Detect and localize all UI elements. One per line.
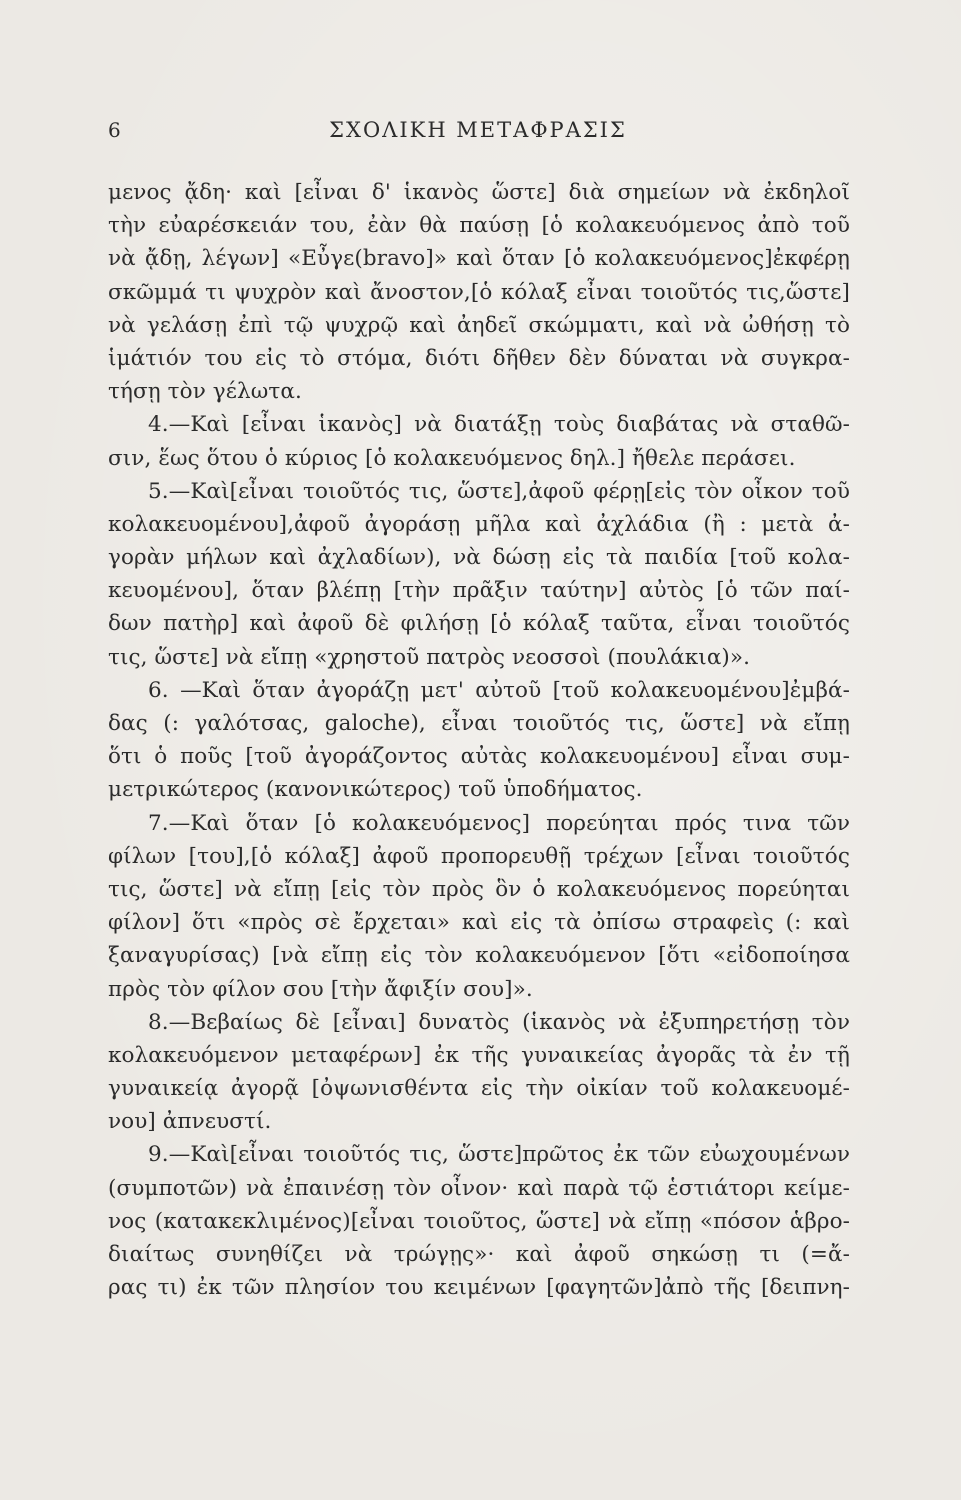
- text-line: δων πατὴρ] καὶ ἀφοῦ δὲ φιλήσῃ [ὁ κόλαξ ταῦτα, εἶναι τοιοῦτός: [108, 611, 850, 637]
- text-line: νὰ ᾄδῃ, λέγων] «Εὖγε(bravo]» καὶ ὅταν [ὁ κολακευόμενος]ἐκφέρῃ: [108, 246, 850, 272]
- paragraph-4-start: 4.—Καὶ [εἶναι ἱκανὸς] νὰ διατάξῃ τοὺς διαβάτας νὰ σταθῶ-: [148, 412, 850, 438]
- text-line: γορὰν μήλων καὶ ἀχλαδίων), νὰ δώσῃ εἰς τὰ παιδία [τοῦ κολα-: [108, 545, 850, 571]
- text-line: ρας τι) ἐκ τῶν πλησίον του κειμένων [φαγητῶν]ἀπὸ τῆς [δειπνη-: [108, 1275, 850, 1301]
- text-line: μενος ᾄδη· καὶ [εἶναι δ' ἱκανὸς ὥστε] διὰ σημείων νὰ ἐκδηλοῖ: [108, 180, 850, 205]
- text-line: κευομένου], ὅταν βλέπῃ [τὴν πρᾶξιν ταύτην] αὐτὸς [ὁ τῶν παί-: [108, 578, 850, 604]
- running-head: [108, 118, 848, 158]
- paragraph-5-start: 5.—Καὶ[εἶναι τοιοῦτός τις, ὥστε],ἀφοῦ φέρῃ[εἰς τὸν οἶκον τοῦ: [148, 478, 850, 504]
- body-text: [108, 176, 850, 1304]
- text-line: τὴν εὐαρέσκειάν του, ἐὰν θὰ παύσῃ [ὁ κολακευόμενος ἀπὸ τοῦ: [108, 213, 850, 239]
- text-line: νου] ἀπνευστί.: [108, 1109, 272, 1135]
- text-line: ὅτι ὁ ποῦς [τοῦ ἀγοράζοντος αὐτὰς κολακευομένου] εἶναι συμ-: [108, 744, 850, 770]
- text-line: φίλον] ὅτι «πρὸς σὲ ἔρχεται» καὶ εἰς τὰ ὀπίσω στραφεὶς (: καὶ: [108, 910, 850, 936]
- text-line: κολακευομένου],ἀφοῦ ἀγοράσῃ μῆλα καὶ ἀχλάδια (ἢ : μετὰ ἀ-: [108, 511, 850, 537]
- text-line: (συμποτῶν) νὰ ἐπαινέσῃ τὸν οἶνον· καὶ παρὰ τῷ ἑστιάτορι κείμε-: [108, 1175, 850, 1201]
- text-line: τις, ὥστε] νὰ εἴπῃ [εἰς τὸν πρὸς ὃν ὁ κολακευόμενος πορεύηται: [108, 876, 850, 902]
- text-line: διαίτως συνηθίζει νὰ τρώγῃς»· καὶ ἀφοῦ σηκώσῃ τι (=ἄ-: [108, 1242, 850, 1267]
- text-line: πρὸς τὸν φίλον σου [τὴν ἄφιξίν σου]».: [108, 976, 533, 1002]
- text-line: δας (: γαλότσας, galoche), εἶναι τοιοῦτός τις, ὥστε] νὰ εἴπῃ: [108, 711, 850, 736]
- text-line: γυναικείᾳ ἀγορᾷ [ὀψωνισθέντα εἰς τὴν οἰκίαν τοῦ κολακευομέ-: [108, 1076, 850, 1102]
- paragraph-6-start: 6. —Καὶ ὅταν ἀγοράζῃ μετ' αὐτοῦ [τοῦ κολακευομένου]ἐμβά-: [148, 677, 850, 703]
- paragraph-9-start: 9.—Καὶ[εἶναι τοιοῦτός τις, ὥστε]πρῶτος ἐκ τῶν εὐωχουμένων: [148, 1142, 850, 1168]
- text-line: φίλων [του],[ὁ κόλαξ] ἀφοῦ προπορευθῇ τρέχων [εἶναι τοιοῦτός: [108, 843, 850, 869]
- text-line: νος (κατακεκλιμένος)[εἶναι τοιοῦτος, ὥστε] νὰ εἴπῃ «πόσον ἁβρο-: [108, 1208, 850, 1234]
- text-line: μετρικώτερος (κανονικώτερος) τοῦ ὑποδήματος.: [108, 777, 643, 803]
- paragraph-8-start: 8.—Βεβαίως δὲ [εἶναι] δυνατὸς (ἱκανὸς νὰ ἐξυπηρετήσῃ τὸν: [148, 1009, 850, 1035]
- text-line: ἱμάτιόν του εἰς τὸ στόμα, διότι δῆθεν δὲν δύναται νὰ συγκρα-: [108, 345, 850, 371]
- running-title: ΣΧΟΛΙΚΗ ΜΕΤΑΦΡΑΣΙΣ: [329, 118, 627, 142]
- text-line: τις, ὥστε] νὰ εἴπῃ «χρηστοῦ πατρὸς νεοσσοὶ (πουλάκια)».: [108, 644, 751, 670]
- text-line: τήσῃ τὸν γέλωτα.: [108, 379, 302, 405]
- text-line: κολακευόμενον μεταφέρων] ἐκ τῆς γυναικείας ἀγορᾶς τὰ ἐν τῇ: [108, 1042, 850, 1068]
- text-line: σκῶμμά τι ψυχρὸν καὶ ἄνοστον,[ὁ κόλαξ εἶναι τοιοῦτός τις,ὥστε]: [108, 279, 850, 305]
- text-line: ξαναγυρίσας) [νὰ εἴπῃ εἰς τὸν κολακευόμενον [ὅτι «εἰδοποίησα: [108, 943, 850, 969]
- page-number: 6: [108, 118, 122, 142]
- text-line: νὰ γελάσῃ ἐπὶ τῷ ψυχρῷ καὶ ἀηδεῖ σκώμματι, καὶ νὰ ὠθήσῃ τὸ: [108, 312, 850, 338]
- paragraph-7-start: 7.—Καὶ ὅταν [ὁ κολακευόμενος] πορεύηται πρός τινα τῶν: [148, 810, 850, 836]
- text-line: σιν, ἕως ὅτου ὁ κύριος [ὁ κολακευόμενος δηλ.] ἤθελε περάσει.: [108, 445, 796, 471]
